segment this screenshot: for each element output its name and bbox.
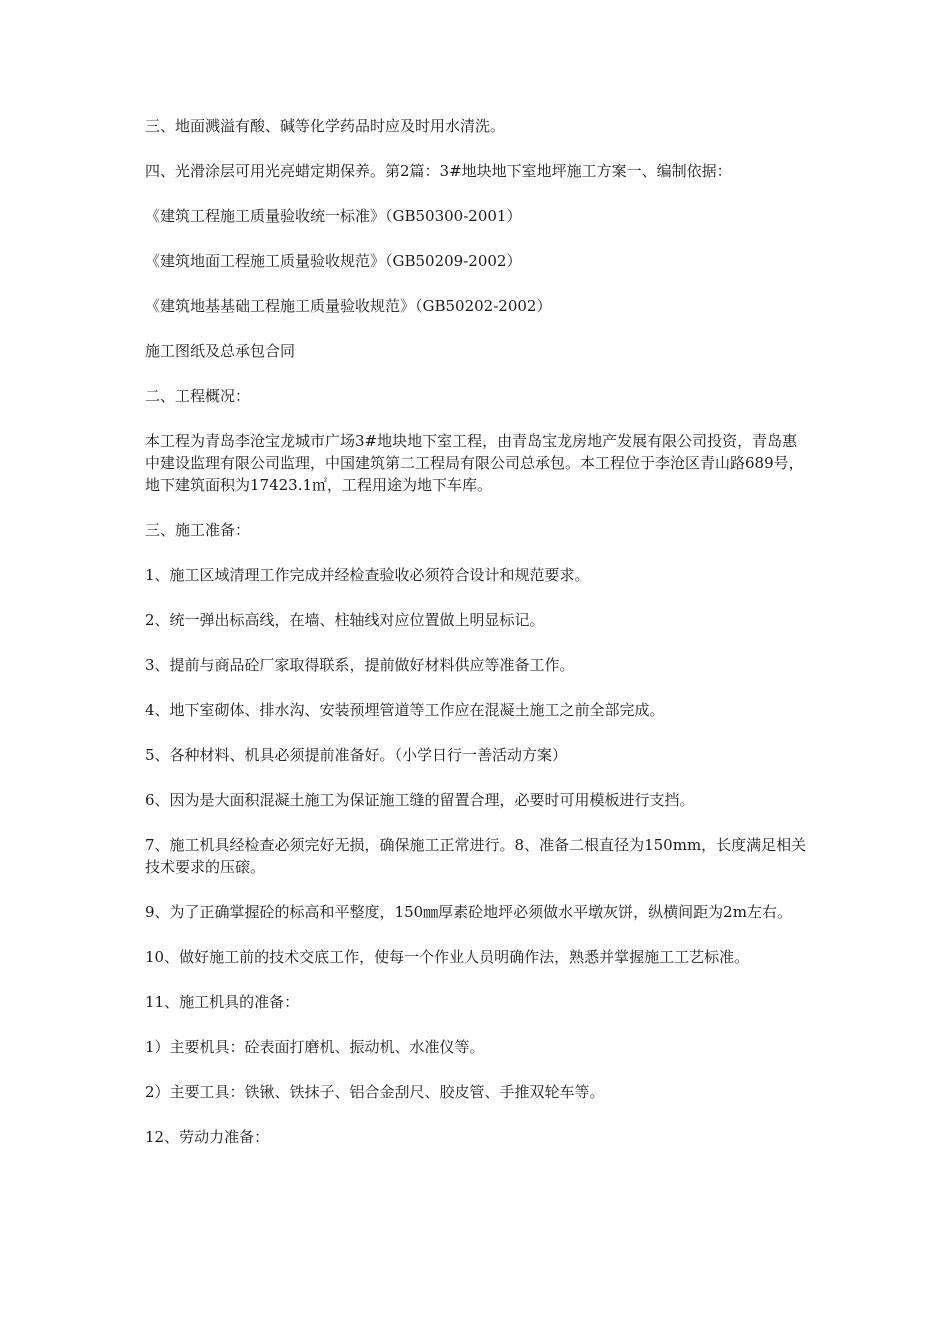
- paragraph-project-overview: 本工程为青岛李沧宝龙城市广场3#地块地下室工程，由青岛宝龙房地产发展有限公司投资，青岛惠中建设监理有限公司监理，中国建筑第二工程局有限公司总承包。本工程位于李沧区青山路689号，地下建筑面积为17423.1㎡，工程用途为地下车库。: [145, 432, 804, 494]
- paragraph-floor-acid-cleaning: 三、地面溅溢有酸、碱等化学药品时应及时用水清洗。: [145, 117, 506, 135]
- list-item-7-8: 7、施工机具经检查必须完好无损，确保施工正常进行。8、准备二根直径为150mm，长度满足相关技术要求的压磙。: [145, 836, 807, 876]
- list-item-9: 9、为了正确掌握砼的标高和平整度，150㎜厚素砼地坪必须做水平墩灰饼，纵横间距为2m左右。: [145, 903, 792, 921]
- list-item-6: 6、因为是大面积混凝土施工为保证施工缝的留置合理，必要时可用模板进行支挡。: [145, 791, 695, 809]
- heading-project-overview: 二、工程概况：: [145, 387, 251, 405]
- list-item-11: 11、施工机具的准备：: [145, 993, 300, 1011]
- list-item-4: 4、地下室砌体、排水沟、安装预埋管道等工作应在混凝土施工之前全部完成。: [145, 701, 665, 719]
- list-item-10: 10、做好施工前的技术交底工作，使每一个作业人员明确作法，熟悉并掌握施工工艺标准。: [145, 948, 750, 966]
- paragraph-standard-gb50209: 《建筑地面工程施工质量验收规范》（GB50209-2002）: [145, 252, 522, 270]
- paragraph-wax-maintenance-and-basis-heading: 四、光滑涂层可用光亮蜡定期保养。第2篇：3#地块地下室地坪施工方案一、编制依据：: [145, 162, 732, 180]
- paragraph-standard-gb50300: 《建筑工程施工质量验收统一标准》（GB50300-2001）: [145, 207, 522, 225]
- document-body: [145, 115, 810, 1171]
- paragraph-standard-gb50202: 《建筑地基基础工程施工质量验收规范》（GB50202-2002）: [145, 297, 552, 315]
- list-item-12: 12、劳动力准备：: [145, 1128, 270, 1146]
- list-item-1: 1、施工区域清理工作完成并经检查验收必须符合设计和规范要求。: [145, 566, 590, 584]
- list-item-5: 5、各种材料、机具必须提前准备好。（小学日行一善活动方案）: [145, 746, 568, 764]
- sub-item-main-machinery: 1）主要机具：砼表面打磨机、振动机、水准仪等。: [145, 1038, 485, 1056]
- sub-item-main-tools: 2）主要工具：铁锹、铁抹子、铝合金刮尺、胶皮管、手推双轮车等。: [145, 1083, 605, 1101]
- paragraph-drawings-contract: 施工图纸及总承包合同: [145, 342, 296, 360]
- list-item-2: 2、统一弹出标高线，在墙、柱轴线对应位置做上明显标记。: [145, 611, 545, 629]
- list-item-3: 3、提前与商品砼厂家取得联系，提前做好材料供应等准备工作。: [145, 656, 575, 674]
- heading-construction-preparation: 三、施工准备：: [145, 521, 251, 539]
